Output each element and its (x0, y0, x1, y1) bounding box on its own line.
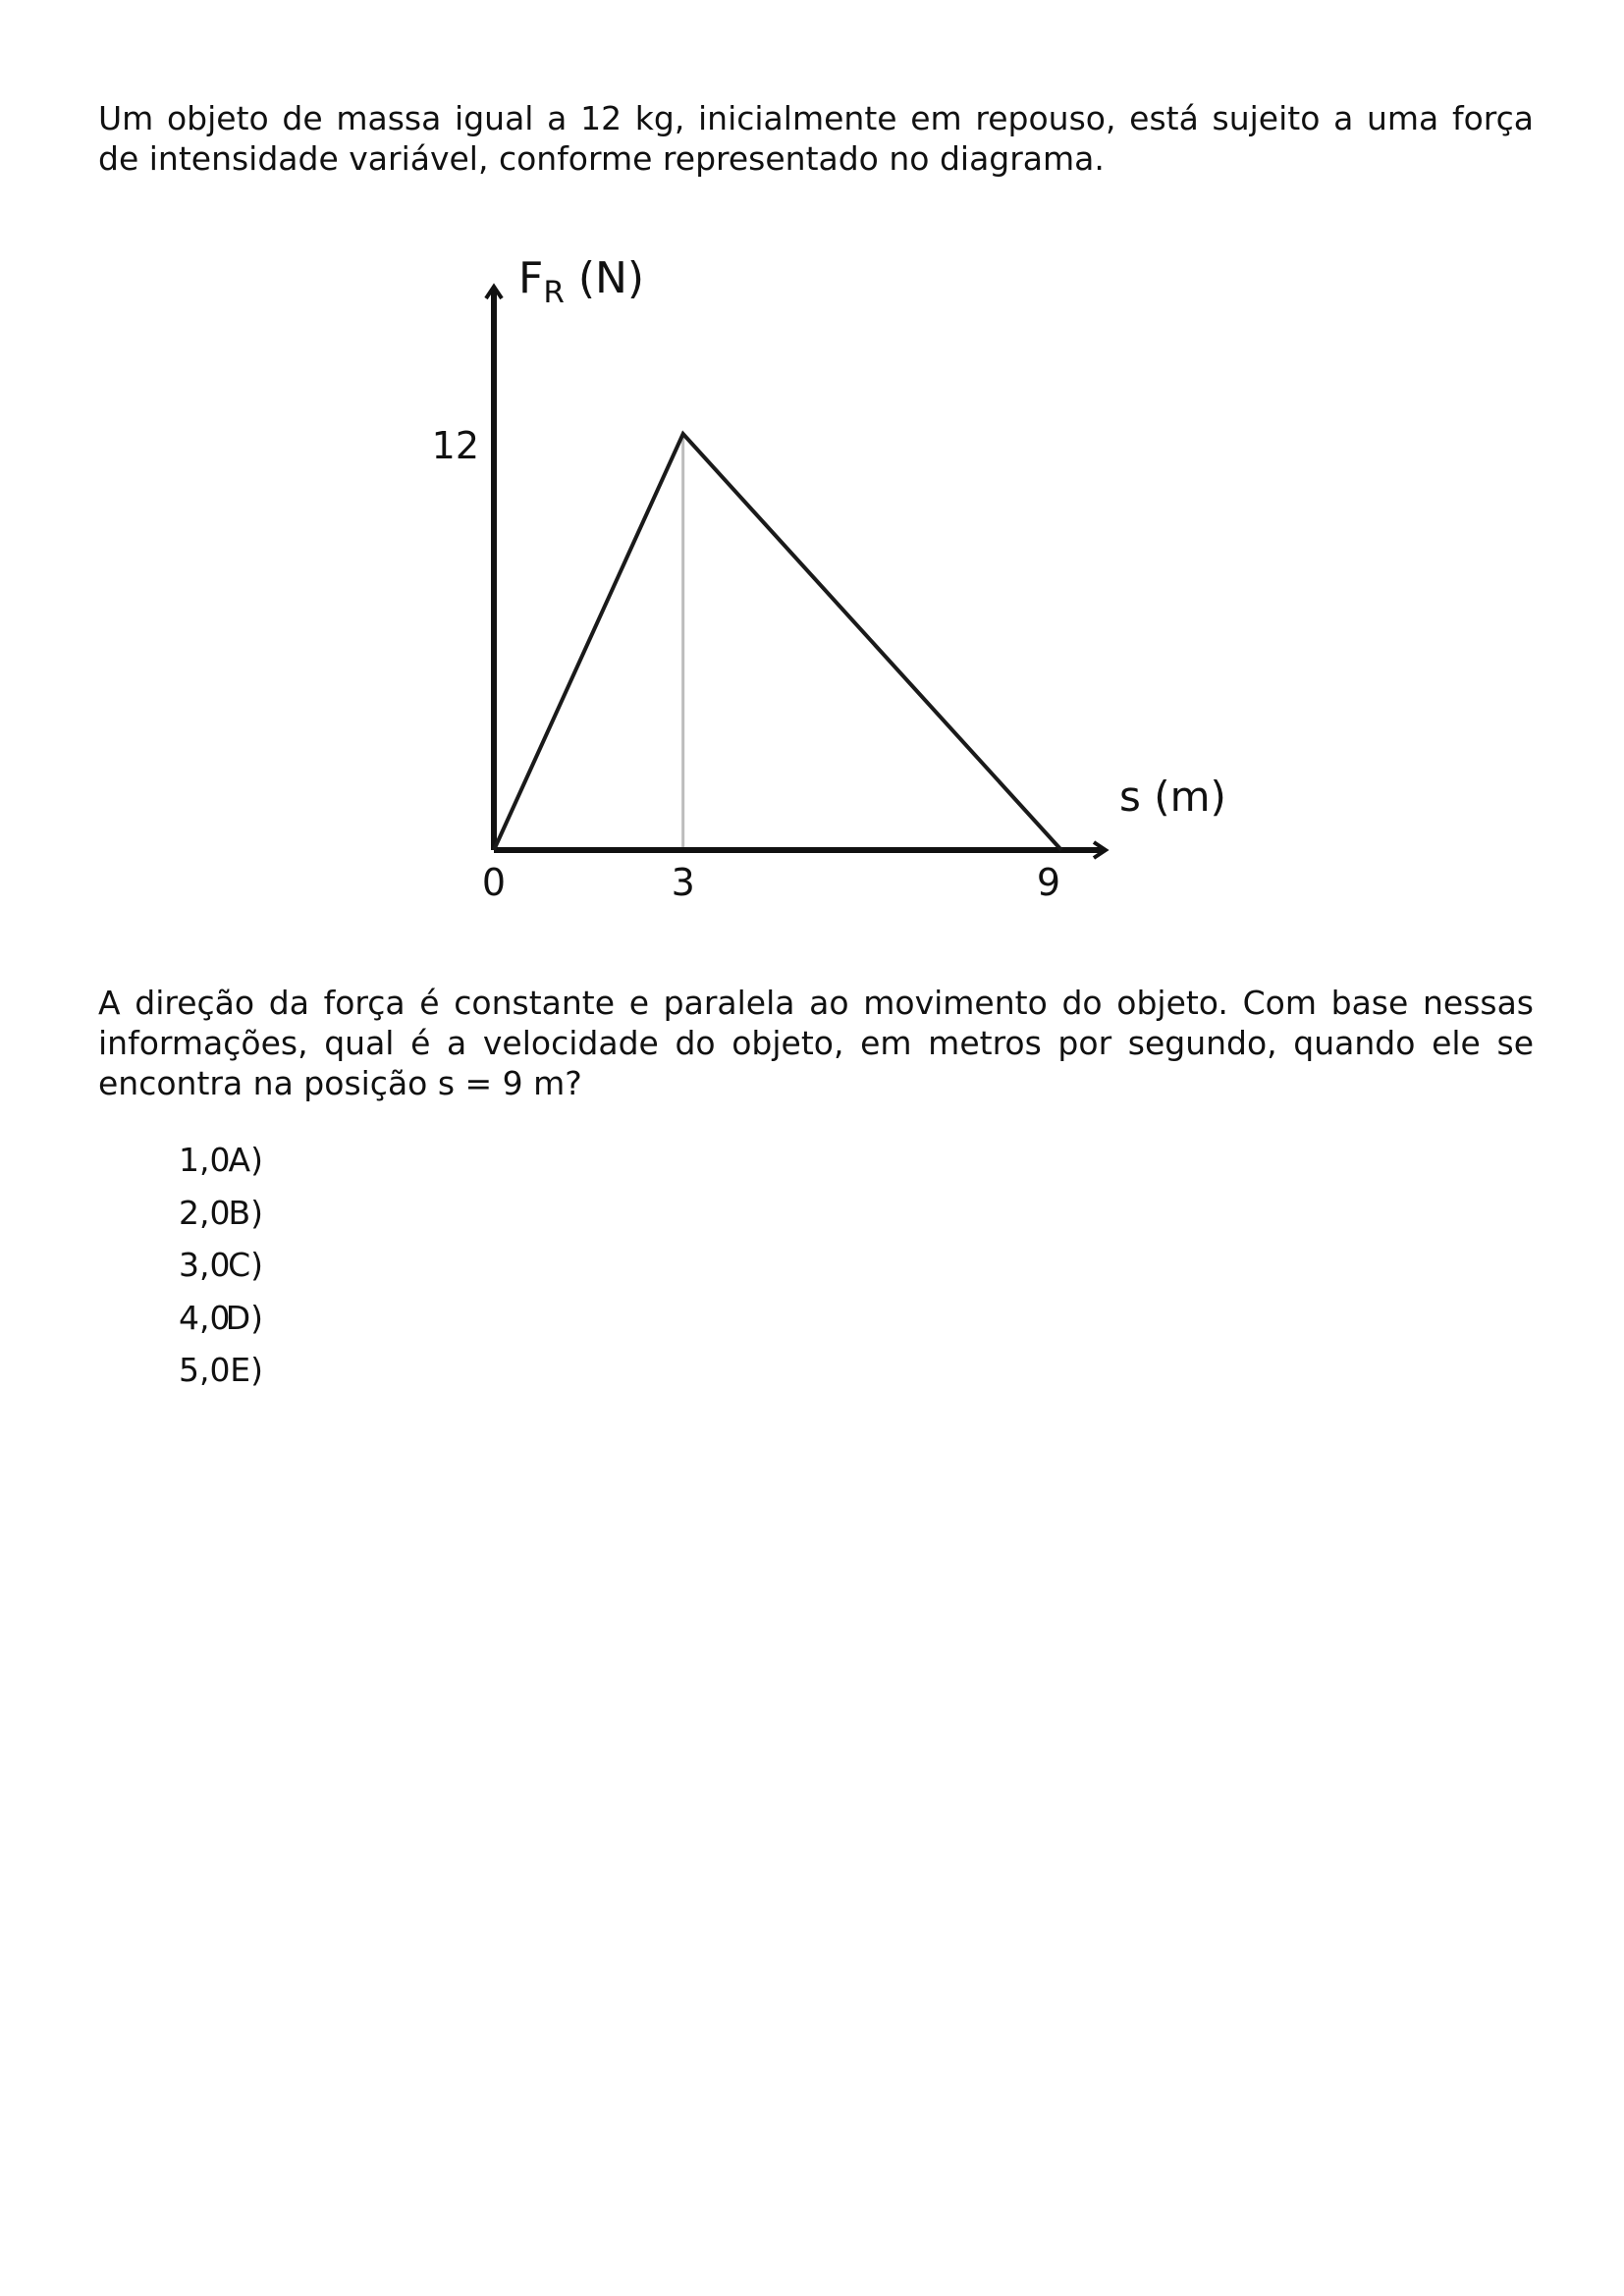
option-e[interactable] (98, 1344, 687, 1397)
option-letter: B) (228, 1193, 263, 1232)
option-letter: C) (228, 1246, 263, 1284)
force-position-diagram (0, 0, 1624, 982)
intro-paragraph: Um objeto de massa igual a 12 kg, inicialmente em repouso, está sujeito a uma força de intensidade variável, conforme representado no diagrama. (98, 99, 1534, 178)
x-tick-label: 3 (671, 861, 695, 904)
option-value: 4,0 (179, 1298, 231, 1337)
option-value: 1,0 (179, 1141, 231, 1179)
option-letter: A) (228, 1141, 263, 1179)
option-value: 5,0 (179, 1351, 231, 1389)
x-tick-label: 9 (1036, 861, 1061, 904)
x-tick-label: 0 (481, 861, 507, 904)
y-tick-label: 12 (431, 424, 479, 467)
option-letter: E) (230, 1351, 263, 1389)
option-d[interactable] (98, 1292, 687, 1345)
y-axis-label-unit: (N) (564, 253, 645, 303)
option-c[interactable] (98, 1239, 687, 1292)
option-b[interactable] (98, 1187, 687, 1240)
x-tick-labels (482, 861, 1060, 904)
x-axis-label: s (m) (1119, 773, 1226, 821)
question-paragraph: A direção da força é constante e paralela ao movimento do objeto. Com base nessas informações, qual é a velocidade do objeto, em metros por segundo, quando ele se encontra na posição s = 9 m? (98, 984, 1534, 1102)
option-letter: D) (225, 1298, 263, 1337)
force-curve (494, 434, 1061, 850)
option-value: 2,0 (179, 1193, 231, 1232)
answer-options (98, 1134, 687, 1397)
y-axis-label-sub: R (543, 275, 565, 310)
option-value: 3,0 (179, 1246, 231, 1284)
y-axis-label-main: F (518, 253, 544, 303)
option-a[interactable] (98, 1134, 687, 1187)
y-axis-label (518, 253, 644, 310)
